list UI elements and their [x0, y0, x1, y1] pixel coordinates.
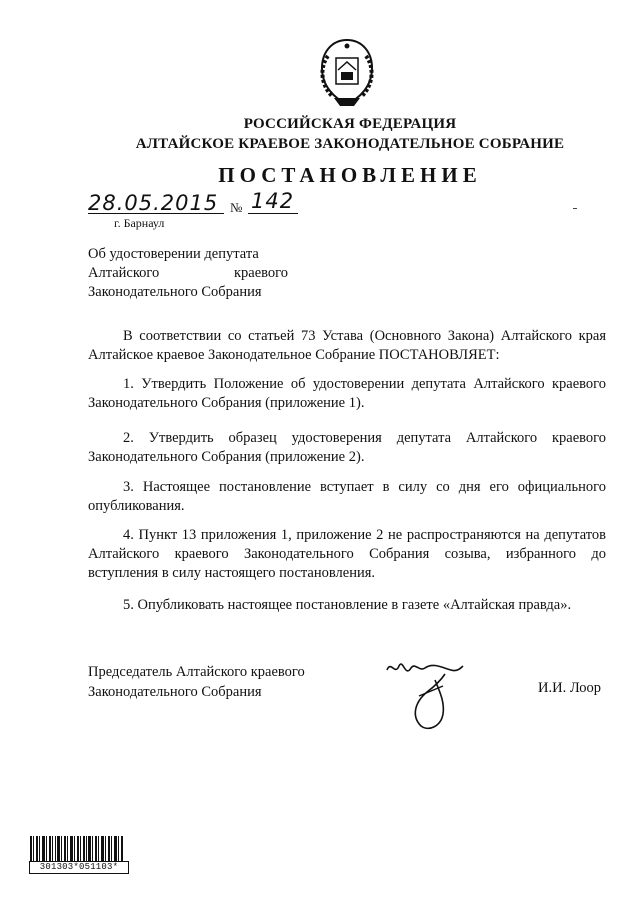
- item-3: [88, 478, 606, 516]
- signatory-position-line-2: Законодательного Собрания: [88, 684, 262, 700]
- signatory-name: И.И. Лоор: [538, 680, 602, 696]
- subject-line-3: Законодательного Собрания: [88, 284, 262, 300]
- item-5: [88, 596, 606, 615]
- item-5-text: 5. Опубликовать настоящее постановление в газете «Алтайская правда».: [123, 597, 572, 613]
- subject-line-2-left: Алтайского: [88, 265, 160, 281]
- item-4: [88, 526, 606, 583]
- signatory-position: [88, 662, 305, 702]
- document-title: ПОСТАНОВЛЕНИЕ: [218, 163, 482, 187]
- document-city: г. Барнаул: [114, 216, 165, 230]
- date-underline: [88, 213, 224, 214]
- item-1: [88, 375, 606, 413]
- barcode-number: 301303*051103*: [29, 861, 129, 874]
- handwritten-signature: [385, 656, 465, 736]
- subject-line-1: Об удостоверении депутата: [88, 246, 259, 262]
- item-1-text: 1. Утвердить Положение об удостоверении депутата Алтайского краевого Законодательного Собрания (приложение 1).: [88, 376, 606, 411]
- item-3-text: 3. Настоящее постановление вступает в силу со дня его официального опубликования.: [88, 479, 606, 514]
- header-country: РОССИЙСКАЯ ФЕДЕРАЦИЯ: [243, 116, 457, 132]
- signatory-position-line-1: Председатель Алтайского краевого: [88, 664, 305, 680]
- document-subject: [88, 245, 288, 302]
- preamble-text: В соответствии со статьей 73 Устава (Основного Закона) Алтайского края Алтайское краевое Законодательное Собрание ПОСТАНОВЛЯЕТ:: [88, 328, 606, 363]
- number-label: №: [230, 200, 243, 215]
- subject-line-2-right: краевого: [234, 265, 288, 281]
- margin-mark: [573, 208, 577, 209]
- coat-of-arms-icon: [314, 36, 380, 110]
- header-organization: АЛТАЙСКОЕ КРАЕВОЕ ЗАКОНОДАТЕЛЬНОЕ СОБРАНИЕ: [135, 136, 565, 152]
- item-2-text: 2. Утвердить образец удостоверения депутата Алтайского краевого Законодательного Собрания (приложение 2).: [88, 430, 606, 465]
- item-4-text: 4. Пункт 13 приложения 1, приложение 2 не распространяются на депутатов Алтайского краевого Законодательного Собрания созыва, избранного до вступления в силу настоящего постановления.: [88, 527, 606, 581]
- document-number: 142: [251, 189, 295, 213]
- preamble: [88, 327, 606, 365]
- subject-line-2: [88, 264, 288, 283]
- item-2: [88, 429, 606, 467]
- document-date: 28.05.2015: [88, 191, 219, 215]
- number-underline: [248, 213, 298, 214]
